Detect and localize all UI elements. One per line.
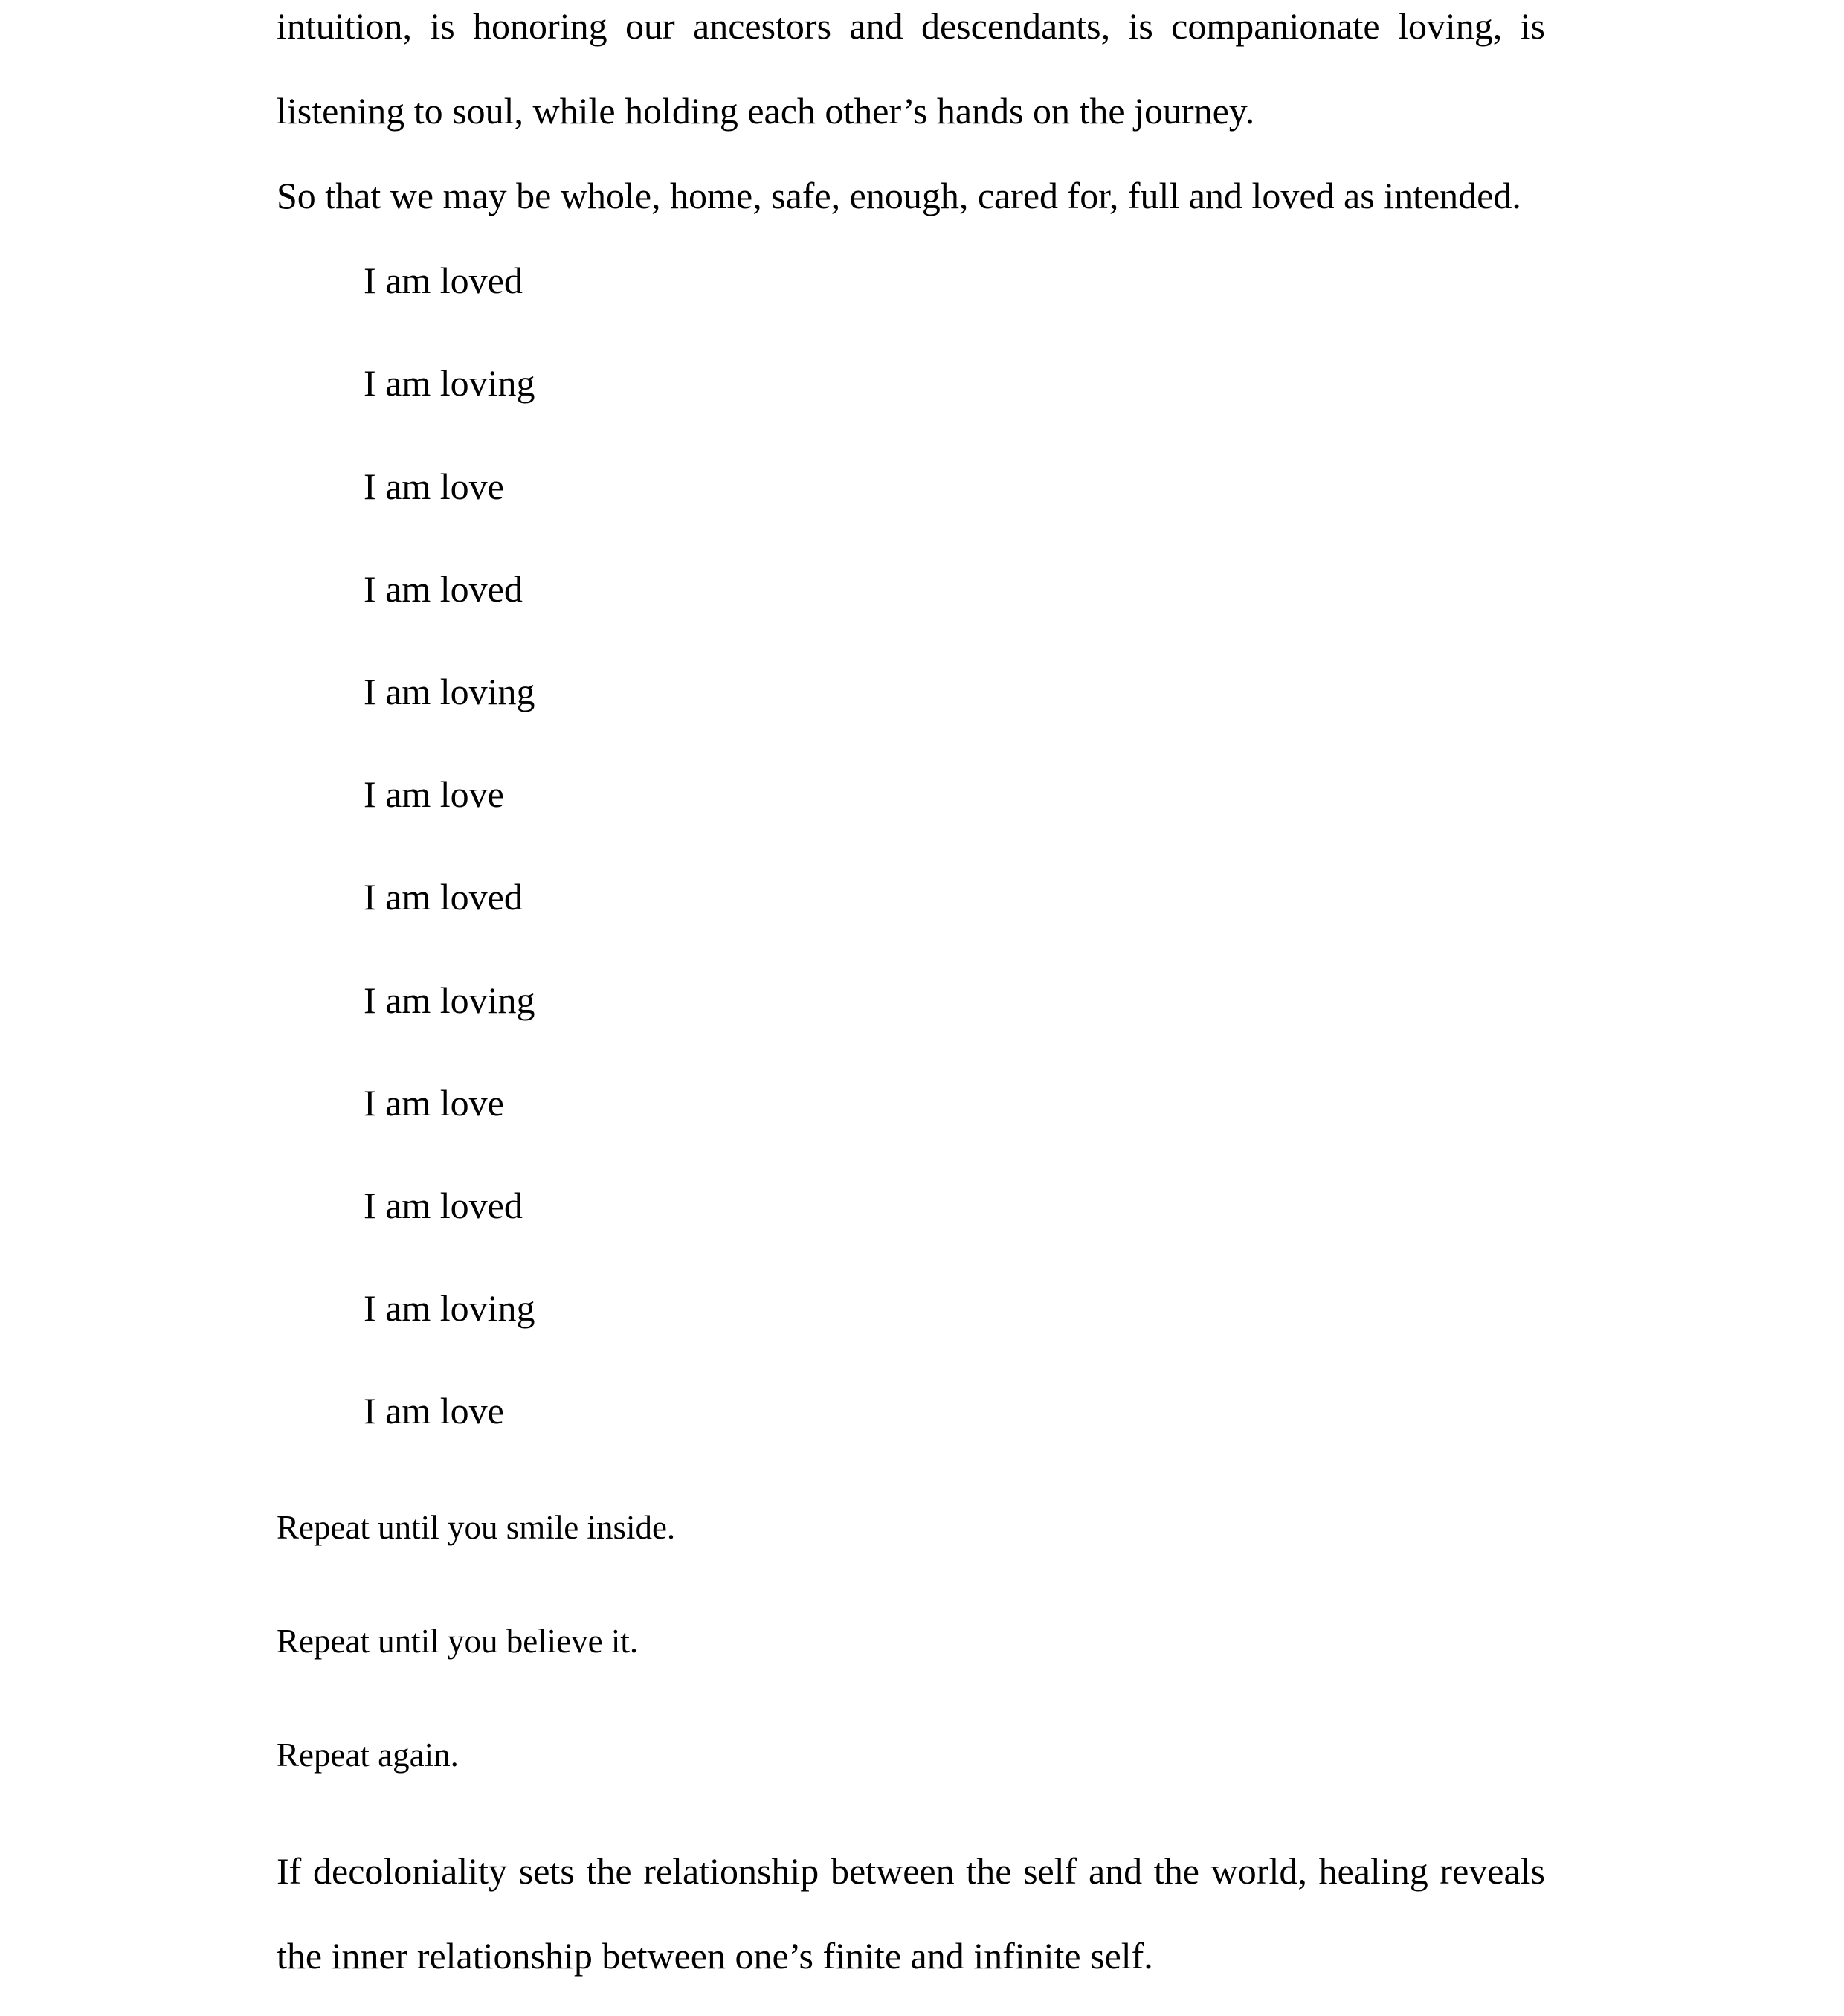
instruction-line: Repeat until you believe it.	[277, 1623, 639, 1660]
opening-paragraph-line-2: listening to soul, while holding each other’s hands on the journey.	[277, 90, 1255, 132]
affirmation-line: I am love	[364, 1082, 504, 1124]
affirmation-line: I am loved	[364, 568, 523, 610]
affirmation-line: I am loved	[364, 1185, 523, 1226]
instruction-line: Repeat again.	[277, 1736, 459, 1774]
affirmation-line: I am loving	[364, 362, 535, 404]
affirmation-line: I am loving	[364, 1287, 535, 1329]
affirmation-line: I am loved	[364, 260, 523, 301]
affirmation-line: I am love	[364, 1390, 504, 1432]
instruction-line: Repeat until you smile inside.	[277, 1509, 676, 1546]
affirmation-line: I am love	[364, 773, 504, 815]
closing-paragraph-line-1: If decoloniality sets the relationship between the self and the world, healing reveals	[277, 1850, 1545, 1892]
affirmation-line: I am love	[364, 466, 504, 507]
closing-paragraph-line-2: the inner relationship between one’s finite and infinite self.	[277, 1935, 1153, 1977]
intention-line: So that we may be whole, home, safe, enough, cared for, full and loved as intended.	[277, 175, 1521, 216]
affirmation-line: I am loved	[364, 876, 523, 918]
opening-paragraph-line-1: intuition, is honoring our ancestors and descendants, is companionate loving, is	[277, 5, 1545, 47]
affirmation-line: I am loving	[364, 671, 535, 712]
affirmation-line: I am loving	[364, 979, 535, 1021]
